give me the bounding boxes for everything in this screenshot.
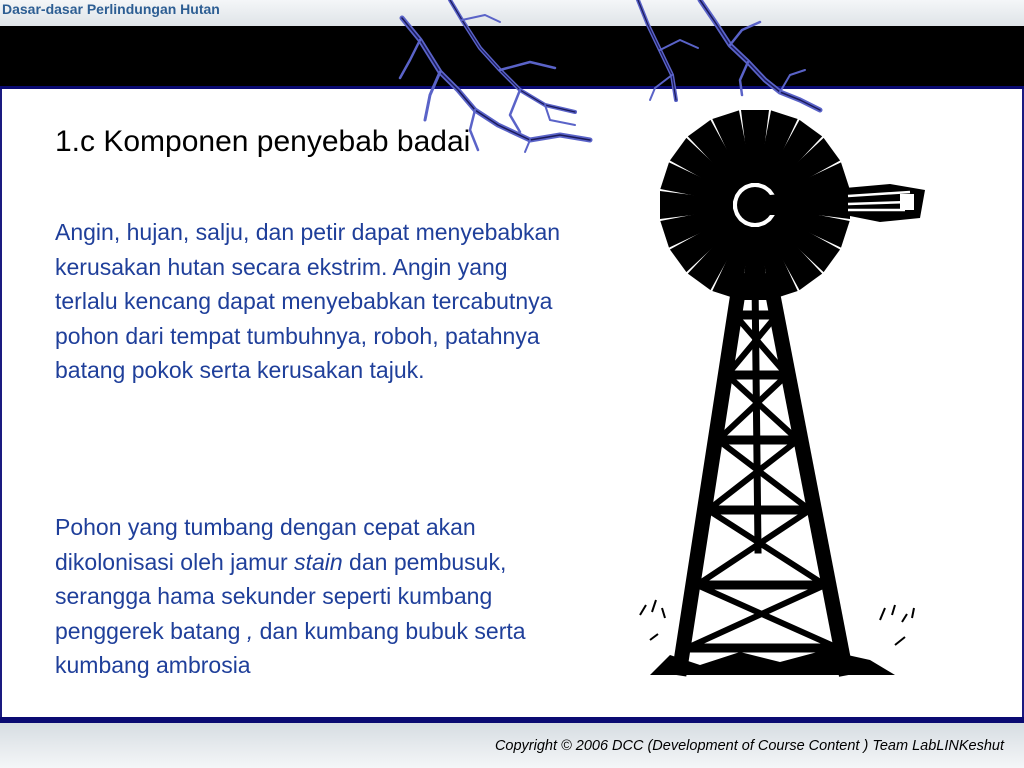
- slide-title: 1.c Komponen penyebab badai: [55, 125, 471, 158]
- italic-comma: ,: [246, 617, 254, 644]
- paragraph-2-text-middle: dan pembusuk, serangga hama sekunder seperti kumbang penggerek batang: [55, 548, 507, 644]
- frame-left-border: [0, 89, 2, 717]
- italic-term-stain: stain: [294, 548, 343, 575]
- windmill-image: [630, 100, 930, 700]
- body-paragraph-1: Angin, hujan, salju, dan petir dapat menyebabkan kerusakan hutan secara ekstrim. Angin yang terlalu kencang dapat menyebabkan tercabutnya pohon dari tempat tumbuhnya, roboh, patahnya batang pokok serta kerusakan tajuk.: [55, 219, 561, 383]
- paragraph-2-text-end: dan kumbang bubuk serta kumbang ambrosia: [55, 617, 526, 678]
- presentation-title: Dasar-dasar Perlindungan Hutan: [2, 1, 220, 17]
- paragraph-2-text-start: Pohon yang tumbang dengan cepat akan dikolonisasi oleh jamur: [55, 514, 476, 575]
- footer-copyright: Copyright © 2006 DCC (Development of Course Content ) Team LabLINKeshut: [494, 738, 1004, 754]
- body-paragraph-2: [55, 510, 565, 683]
